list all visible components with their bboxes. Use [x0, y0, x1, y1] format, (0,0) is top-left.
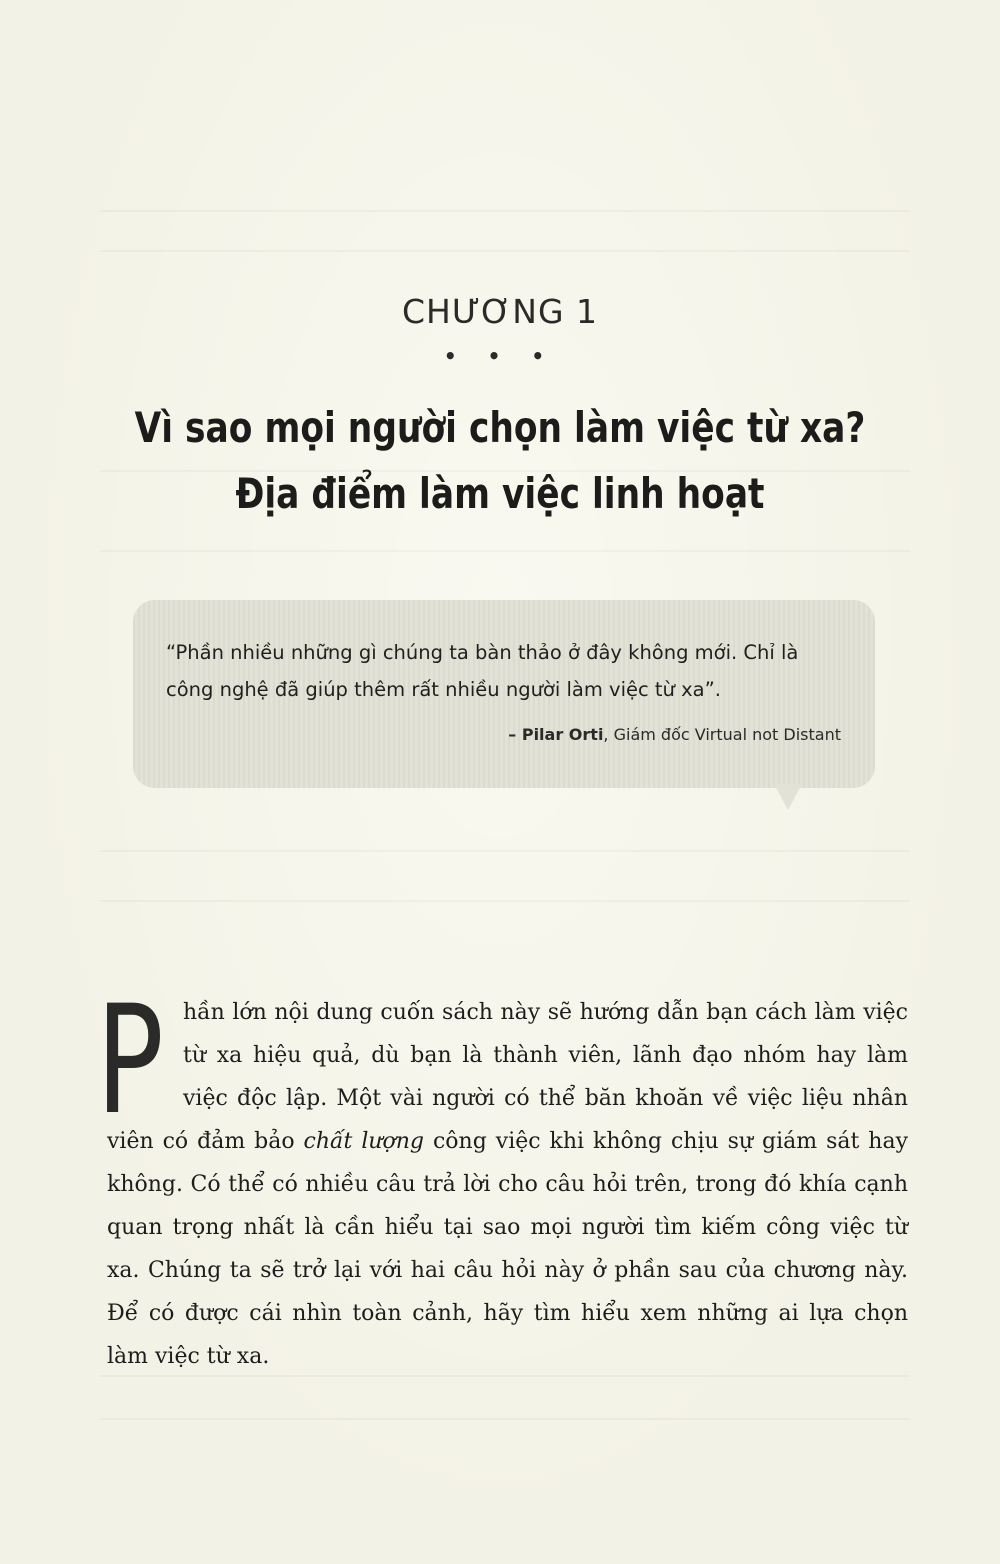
bleed-through-line [100, 1375, 910, 1377]
bleed-through-line [100, 850, 910, 852]
emphasis-text: chất lượng [303, 1129, 425, 1154]
quote-author: Pilar Orti [521, 725, 604, 744]
quote-attribution [166, 725, 841, 744]
chapter-label: CHƯƠNG 1 [401, 292, 599, 331]
bleed-through-line [100, 550, 910, 552]
body-text-line: từ xa hiệu quả, dù bạn là thành viên, lãnh đạo nhóm hay làm [183, 1043, 908, 1068]
chapter-title-line-1: Vì sao mọi người chọn làm việc từ xa? [134, 403, 866, 452]
bleed-through-line [100, 210, 910, 212]
body-text-line-last: làm việc từ xa. [107, 1344, 270, 1369]
chapter-separator: • • • [443, 344, 557, 368]
body-text-line: Để có được cái nhìn toàn cảnh, hãy tìm hiểu xem những ai lựa chọn [107, 1301, 908, 1326]
body-text-segment: công việc khi không chịu sự giám sát hay [424, 1129, 908, 1154]
body-text-line: xa. Chúng ta sẽ trở lại với hai câu hỏi này ở phần sau của chương này. [107, 1258, 908, 1283]
quote-author-dash: – [508, 725, 522, 744]
body-text-line: quan trọng nhất là cần hiểu tại sao mọi người tìm kiếm công việc từ [107, 1215, 908, 1240]
body-text-line: hần lớn nội dung cuốn sách này sẽ hướng dẫn bạn cách làm việc [183, 1000, 908, 1025]
bleed-through-line [100, 900, 910, 902]
body-text-line: việc độc lập. Một vài người có thể băn khoăn về việc liệu nhân [183, 1086, 908, 1111]
quote-bubble-tail [774, 784, 802, 810]
drop-cap: P [96, 974, 164, 1148]
body-text-line: không. Có thể có nhiều câu trả lời cho câu hỏi trên, trong đó khía cạnh [107, 1172, 908, 1197]
quote-line-2: công nghệ đã giúp thêm rất nhiều người làm việc từ xa”. [166, 678, 721, 701]
body-text-segment: viên có đảm bảo [107, 1129, 304, 1154]
epigraph-quote [166, 634, 866, 708]
quote-author-role: , Giám đốc Virtual not Distant [603, 725, 841, 744]
bleed-through-line [100, 1418, 910, 1420]
body-text-line [107, 1127, 908, 1157]
quote-author-name [508, 725, 603, 744]
quote-line-1: “Phần nhiều những gì chúng ta bàn thảo ở đây không mới. Chỉ là [166, 641, 799, 664]
chapter-title [90, 395, 910, 527]
chapter-title-line-2: Địa điểm làm việc linh hoạt [235, 469, 765, 518]
bleed-through-line [100, 250, 910, 252]
